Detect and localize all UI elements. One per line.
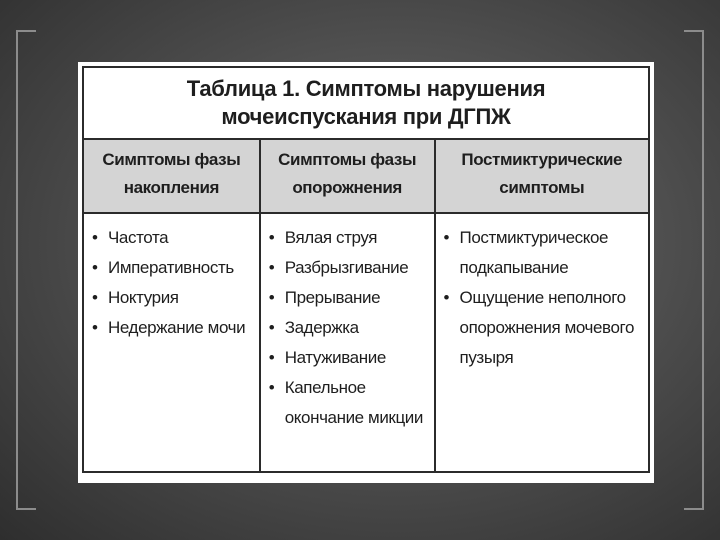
storage-symptoms-list bbox=[92, 223, 255, 343]
list-item: • Недержание мочи bbox=[92, 313, 255, 343]
list-item: • Натуживание bbox=[269, 343, 430, 373]
list-item: • Капельное окончание микции bbox=[269, 373, 430, 433]
slide-left-bracket bbox=[16, 30, 36, 510]
list-item: • Императивность bbox=[92, 253, 255, 283]
table-header-row bbox=[84, 140, 648, 214]
postmicturition-symptoms-list bbox=[444, 223, 644, 373]
postmicturition-symptoms-cell bbox=[436, 214, 648, 473]
storage-symptoms-cell bbox=[84, 214, 261, 473]
symptoms-table bbox=[82, 66, 650, 473]
voiding-symptoms-cell bbox=[261, 214, 436, 473]
list-item: • Ощущение неполного опорожнения мочевого пузыря bbox=[444, 283, 644, 373]
table-body-row bbox=[84, 214, 648, 473]
list-item: • Задержка bbox=[269, 313, 430, 343]
header-storage-line-1: Симптомы фазы bbox=[102, 150, 241, 169]
list-item: • Частота bbox=[92, 223, 255, 253]
list-item: • Вялая струя bbox=[269, 223, 430, 253]
voiding-symptoms-list bbox=[269, 223, 430, 433]
list-item: • Прерывание bbox=[269, 283, 430, 313]
header-post-line-1: Постмиктурические bbox=[461, 150, 623, 169]
list-item: • Ноктурия bbox=[92, 283, 255, 313]
list-item: • Постмиктурическое подкапывание bbox=[444, 223, 644, 283]
header-storage-symptoms bbox=[84, 140, 261, 212]
table-image bbox=[78, 62, 654, 483]
list-item: • Разбрызгивание bbox=[269, 253, 430, 283]
table-title-line-1: Таблица 1. Симптомы нарушения bbox=[186, 76, 546, 101]
slide-right-bracket bbox=[684, 30, 704, 510]
header-voiding-line-1: Симптомы фазы bbox=[278, 150, 417, 169]
header-storage-line-2: накопления bbox=[123, 178, 220, 197]
header-voiding-symptoms bbox=[261, 140, 436, 212]
table-title-line-2: мочеиспускания при ДГПЖ bbox=[221, 104, 511, 129]
table-title bbox=[84, 68, 648, 140]
header-postmicturition-symptoms bbox=[436, 140, 648, 212]
header-voiding-line-2: опорожнения bbox=[292, 178, 402, 197]
header-post-line-2: симптомы bbox=[499, 178, 585, 197]
